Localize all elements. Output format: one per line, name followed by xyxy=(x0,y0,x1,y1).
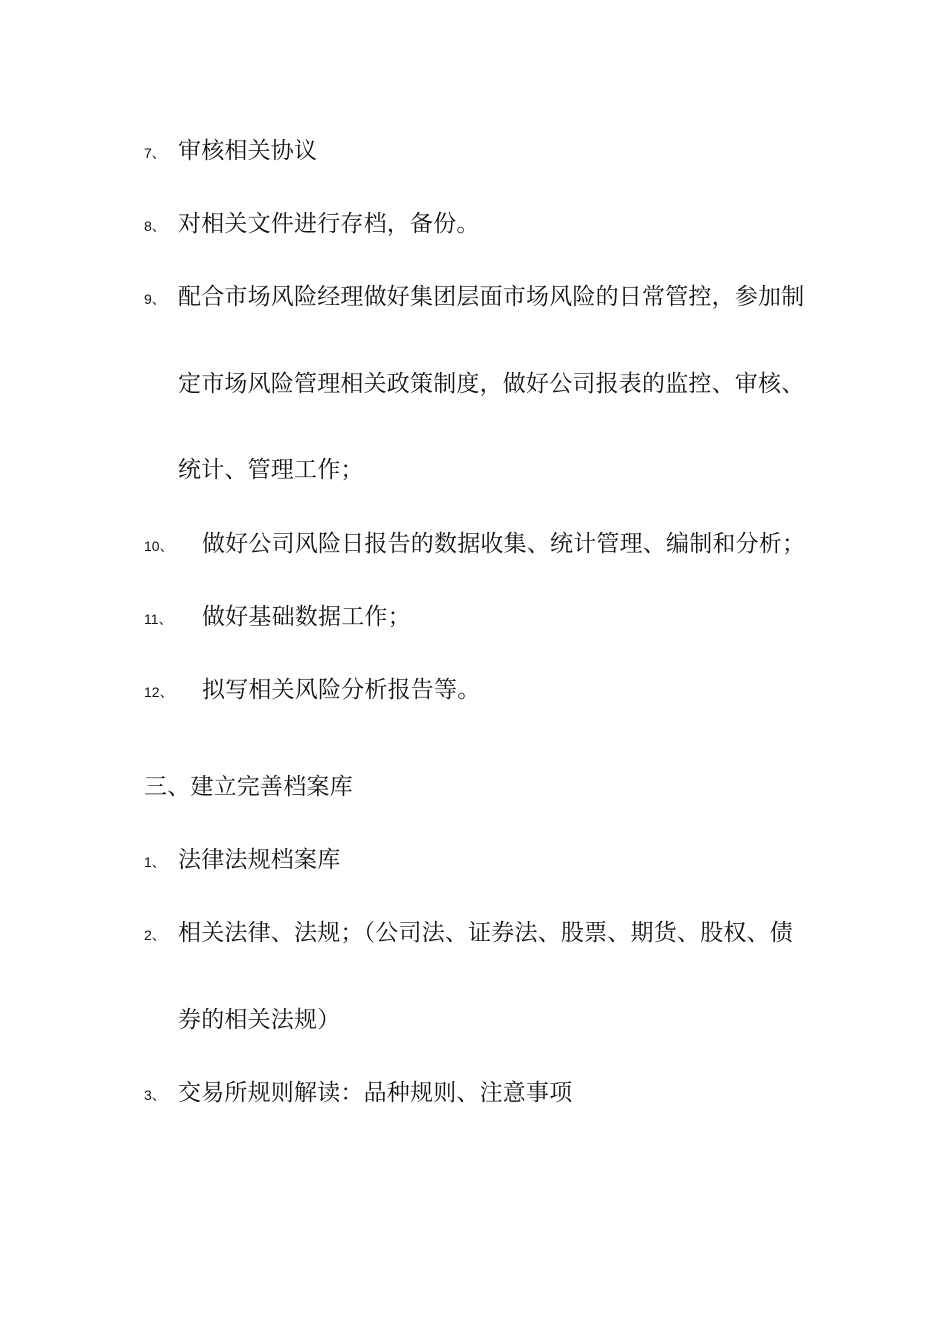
list-number: 3、 xyxy=(144,1087,166,1103)
list-item-text: 拟写相关风险分析报告等。 xyxy=(202,677,481,703)
list-item-text: 对相关文件进行存档，备份。 xyxy=(178,211,480,237)
list-number: 7、 xyxy=(144,145,166,161)
list-item-text: 做好基础数据工作； xyxy=(202,604,411,630)
list-item-text-line: 相关法律、法规；（公司法、证券法、股票、期货、股权、债 xyxy=(178,920,793,946)
list-item-text: 法律法规档案库 xyxy=(178,847,341,873)
list-item-text-line: 券的相关法规） xyxy=(178,1007,341,1033)
list-item-text: 审核相关协议 xyxy=(178,138,318,164)
list-number: 10、 xyxy=(144,538,174,554)
list-item-text-line: 统计、管理工作； xyxy=(178,457,364,483)
list-number: 8、 xyxy=(144,218,166,234)
list-number: 9、 xyxy=(144,291,166,307)
section-heading: 三、建立完善档案库 xyxy=(144,774,353,800)
list-number: 1、 xyxy=(144,854,166,870)
list-number: 11、 xyxy=(144,611,173,627)
list-number: 12、 xyxy=(144,684,174,700)
list-item-text-line: 定市场风险管理相关政策制度，做好公司报表的监控、审核、 xyxy=(178,371,805,397)
list-item-text-line: 配合市场风险经理做好集团层面市场风险的日常管控，参加制 xyxy=(178,284,805,310)
list-item-text: 做好公司风险日报告的数据收集、统计管理、编制和分析； xyxy=(202,531,806,557)
list-item-text: 交易所规则解读：品种规则、注意事项 xyxy=(178,1080,573,1106)
list-number: 2、 xyxy=(144,927,166,943)
